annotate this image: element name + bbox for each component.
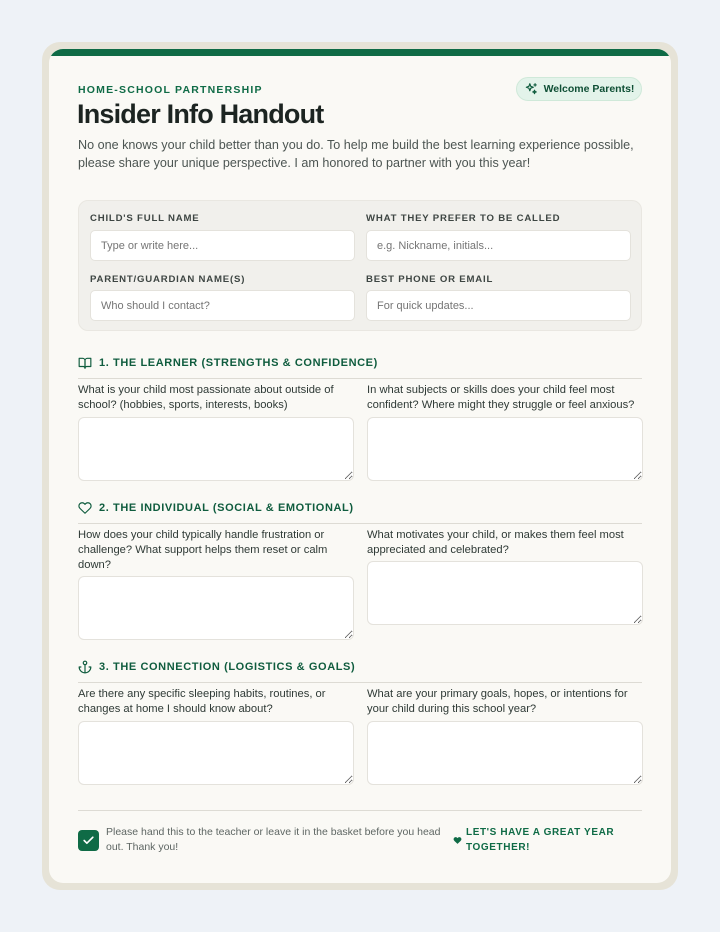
page-title: Insider Info Handout	[77, 99, 324, 129]
child-name-input[interactable]	[90, 230, 355, 261]
answer-confidence[interactable]	[367, 417, 643, 481]
question-goals: What are your primary goals, hopes, or intentions for your child during this school year?	[367, 688, 628, 715]
answer-passions[interactable]	[78, 417, 354, 481]
answer-frustration[interactable]	[78, 576, 354, 640]
question-frustration: How does your child typically handle frustration or challenge? What support helps them reset or calm down?	[78, 529, 328, 571]
contact-input[interactable]	[366, 290, 631, 321]
section-connection-title: 3. THE CONNECTION (LOGISTICS & GOALS)	[99, 661, 356, 673]
anchor-icon	[78, 660, 92, 674]
welcome-badge	[516, 77, 642, 101]
info-fields-panel	[78, 200, 642, 331]
eyebrow-label: HOME-SCHOOL PARTNERSHIP	[78, 84, 263, 96]
question-routines: Are there any specific sleeping habits, routines, or changes at home I should know about?	[78, 688, 326, 715]
footer-divider	[78, 810, 642, 811]
contact-label: BEST PHONE OR EMAIL	[366, 274, 494, 285]
heart-icon	[453, 836, 462, 845]
handout-card	[49, 49, 671, 883]
book-icon	[78, 356, 92, 370]
footer-cta-label: LET'S HAVE A GREAT YEAR TOGETHER!	[466, 827, 615, 853]
child-name-label: CHILD'S FULL NAME	[90, 213, 200, 224]
preferred-name-input[interactable]	[366, 230, 631, 261]
checkmark-icon	[82, 834, 95, 847]
sparkles-icon	[524, 82, 538, 96]
guardian-name-input[interactable]	[90, 290, 355, 321]
answer-motivation[interactable]	[367, 561, 643, 625]
section-connection-heading	[78, 661, 642, 683]
section-individual-title: 2. THE INDIVIDUAL (SOCIAL & EMOTIONAL)	[99, 502, 354, 514]
heart-icon	[78, 501, 92, 515]
footer-cta	[453, 825, 643, 855]
section-learner-title: 1. THE LEARNER (STRENGTHS & CONFIDENCE)	[99, 357, 378, 369]
accent-bar	[49, 49, 671, 56]
badge-label: Welcome Parents!	[543, 83, 635, 95]
guardian-name-label: PARENT/GUARDIAN NAME(S)	[90, 274, 246, 285]
intro-text: No one knows your child better than you do. To help me build the best learning experience possible, please share your unique perspective. I am honored to partner with you this year!	[78, 138, 634, 170]
confirm-checkbox[interactable]	[78, 830, 99, 851]
question-motivation: What motivates your child, or makes them feel most appreciated and celebrated?	[367, 529, 624, 556]
answer-routines[interactable]	[78, 721, 354, 785]
footer-note: Please hand this to the teacher or leave it in the basket before you head out. Thank you!	[106, 826, 441, 853]
answer-goals[interactable]	[367, 721, 643, 785]
question-passions: What is your child most passionate about outside of school? (hobbies, sports, interests, books)	[78, 384, 334, 411]
preferred-name-label: WHAT THEY PREFER TO BE CALLED	[366, 213, 561, 224]
section-individual-heading	[78, 502, 642, 524]
section-learner-heading	[78, 357, 642, 379]
question-confidence: In what subjects or skills does your child feel most confident? Where might they struggle or feel anxious?	[367, 384, 635, 411]
